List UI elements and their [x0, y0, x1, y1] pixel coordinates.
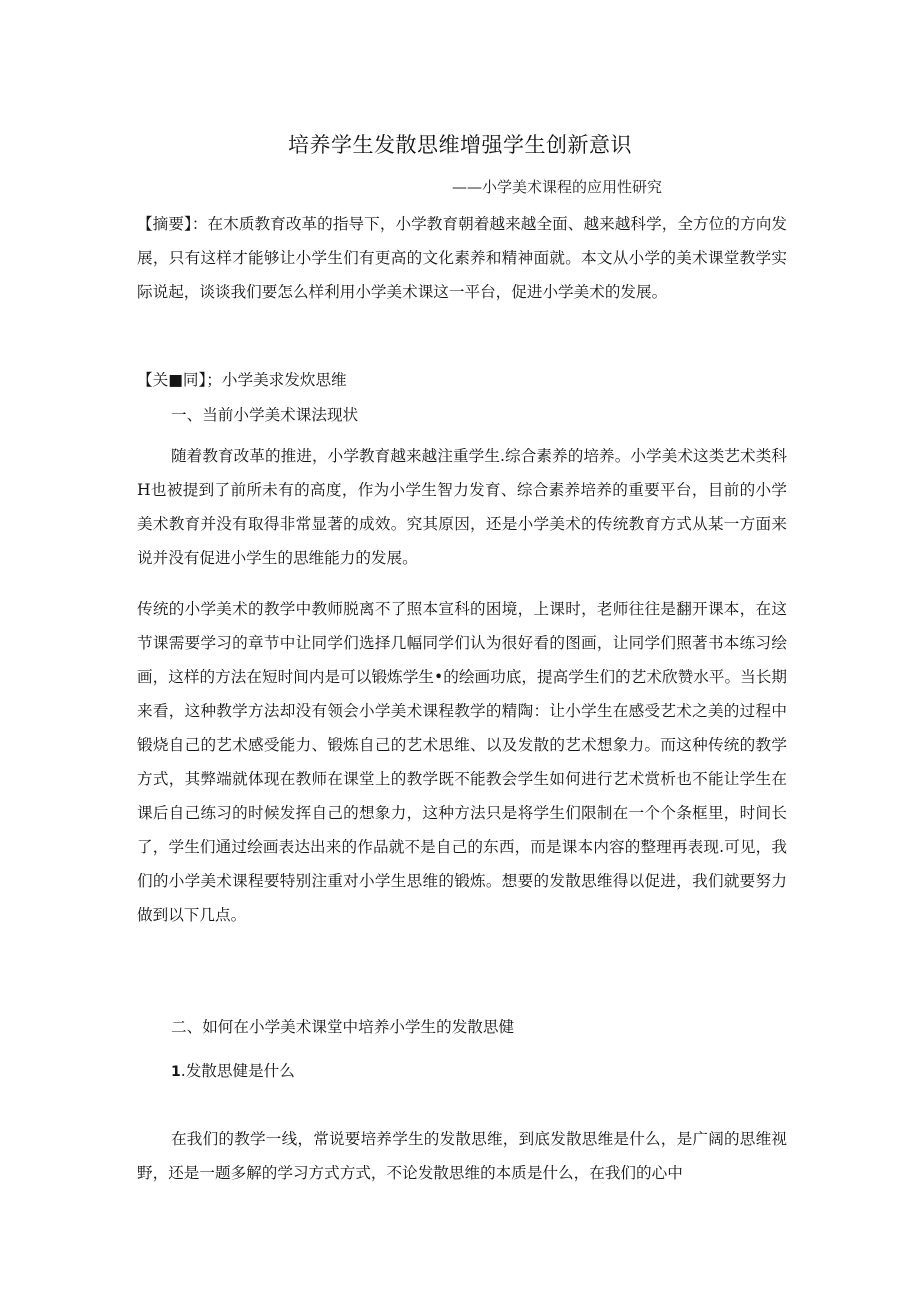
- section-1-paragraph-2: 传统的小学美术的教学中教师脱离不了照本宣科的困境，上课时，老师往往是翻开课本，在这节课需要学习的章节中让同学们选择几幅同学们认为很好看的图画，让同学们照著书本练习绘画，这样的方法在短时间内是可以锻炼学生•的绘画功底，提高学生们的艺术欣赞水平。当长期来看，这种教学方法却没有领会小学美术课程教学的精陶：让小学生在感受艺术之美的过程中锻烧自己的艺术感受能力、锻炼自己的艺术思维、以及发散的艺术想象力。而这种传统的教学方式，其弊端就体现在教师在课堂上的教学既不能教会学生如何进行艺术赏析也不能让学生在课后自己练习的时候发挥自己的想象力，这种方法只是将学生们限制在一个个条框里，时间长了，学生们通过绘画表达出来的作品就不是自己的东西，而是课本内容的整理再表现.可见，我们的小学美术课程要特别注重对小学生思维的锻炼。想要的发散思维得以促进，我们就要努力做到以下几点。: [137, 600, 787, 924]
- document-subtitle: ——小学美术课程的应用性研究: [452, 178, 663, 196]
- keywords-line: 【关■同】；小学美求发炊思维: [137, 371, 347, 389]
- section-2-paragraph-1: 在我们的教学一线，常说要培养学生的发散思维，到底发散思维是什么，是广阔的思维视野，还是一题多解的学习方式方式，不论发散思维的本质是什么，在我们的心中: [137, 1130, 787, 1182]
- subsection-1-title: .发散思健是什么: [180, 1062, 295, 1080]
- section-1-paragraph-1: 随着教育改革的推进，小学教育越来越注重学生.综合素养的培养。小学美术这类艺术类科H也被提到了前所未有的高度，作为小学生智力发育、综合素养培养的重要平台，目前的小学美术教育并没有取得非常显著的成效。究其原因，还是小学美术的传统教育方式从某一方面来说并没有促进小学生的思维能力的发展。: [137, 447, 787, 567]
- subsection-1-number: 1: [171, 1064, 181, 1080]
- section-2-heading: 二、如何在小学美术课堂中培养小学生的发散思健: [171, 1018, 515, 1036]
- document-title: 培养学生发散思维增强学生创新意识: [288, 133, 632, 157]
- abstract-paragraph: 【摘要】：在木质教育改革的指导下，小学教育朝着越来越全面、越来越科学，全方位的方向发展，只有这样才能够让小学生们有更高的文化素养和精神面就。本文从小学的美术课堂教学实际说起，谈谈我们要怎么样利用小学美术课这一平台，促进小学美术的发展。: [137, 215, 787, 301]
- section-1-heading: 一、当前小学美术课法现状: [171, 406, 359, 424]
- subsection-1-heading: [171, 1061, 295, 1082]
